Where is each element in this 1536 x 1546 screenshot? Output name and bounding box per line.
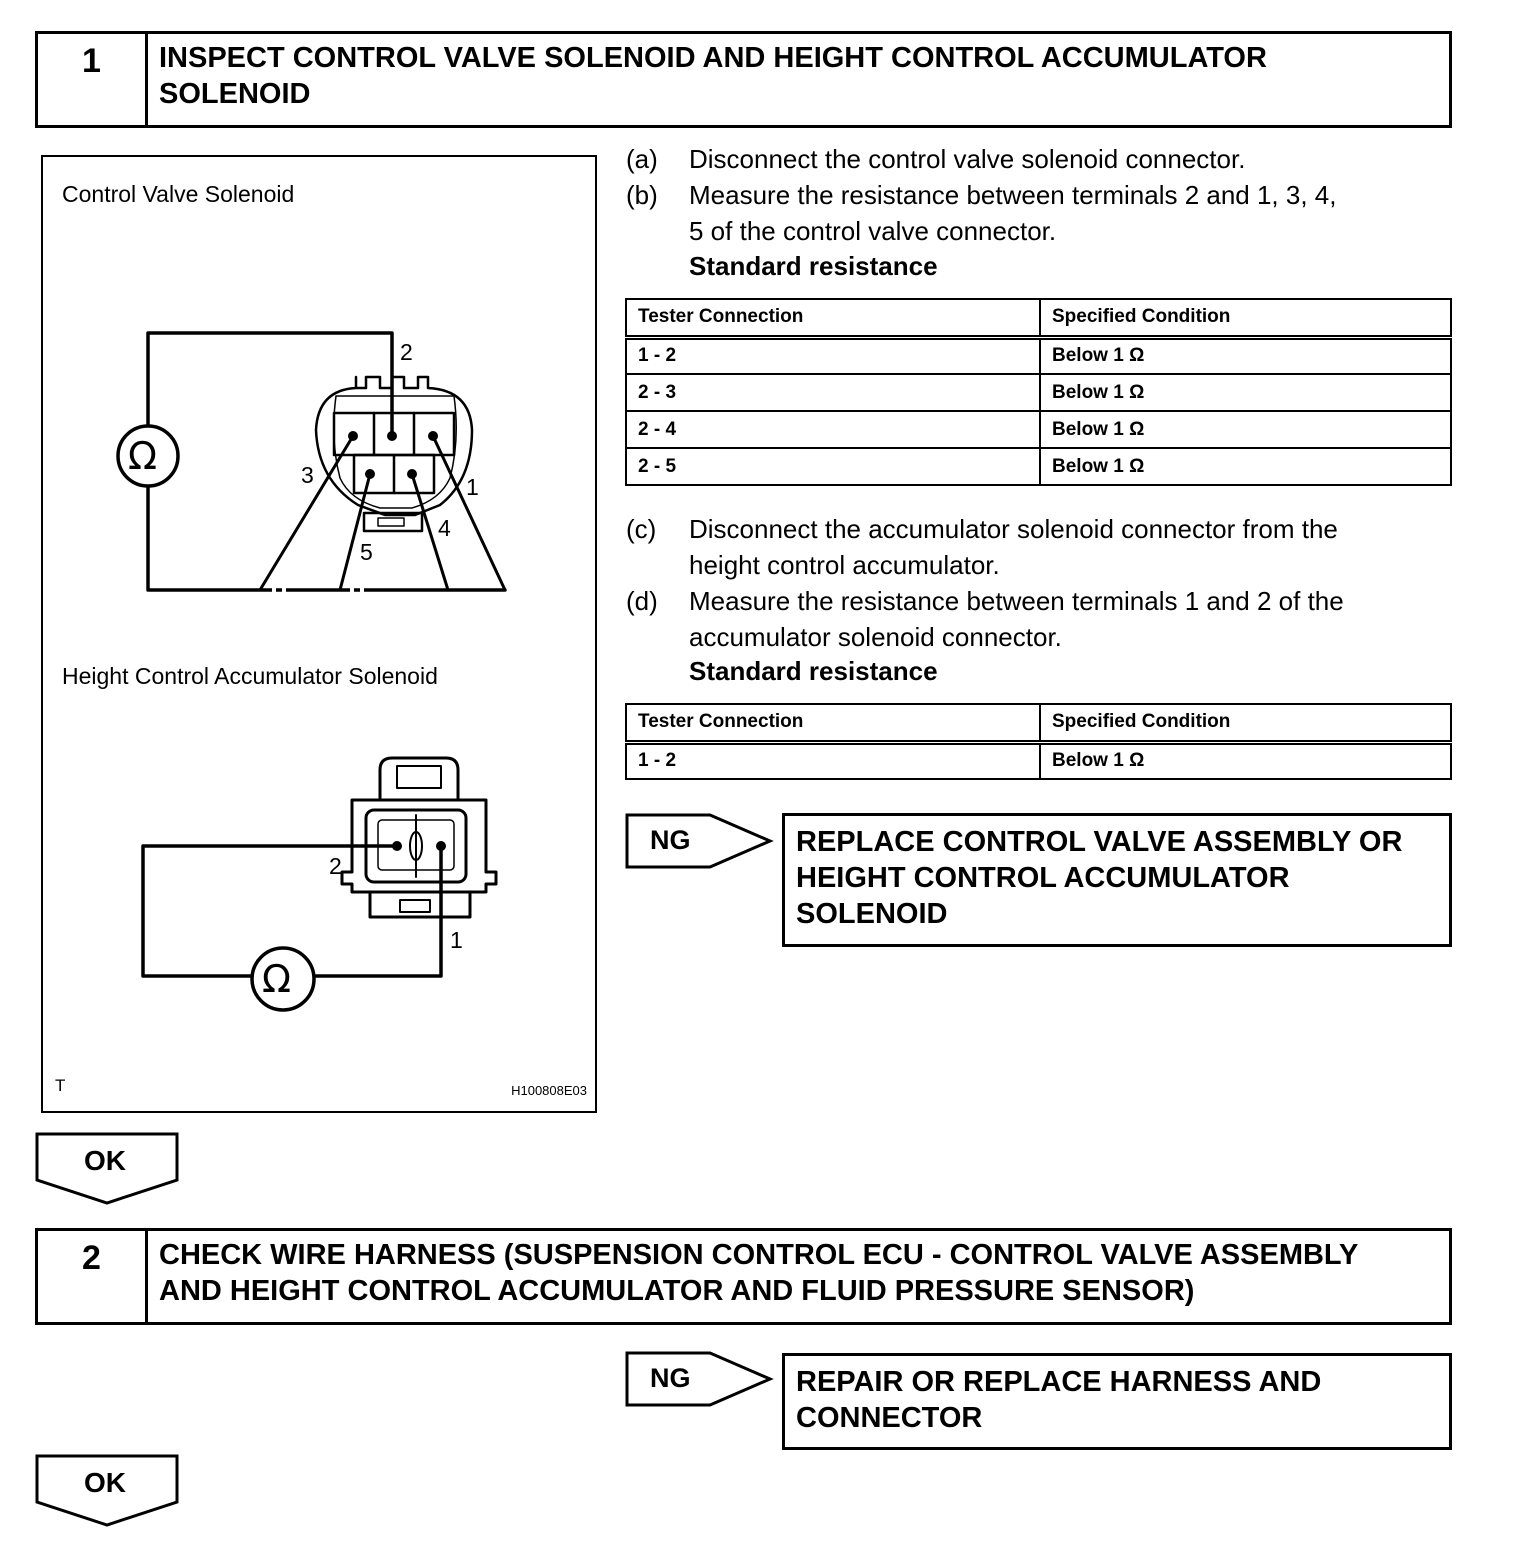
ng-result-1-line2: HEIGHT CONTROL ACCUMULATOR: [796, 862, 1290, 894]
standard-resistance-1: Standard resistance: [689, 251, 938, 281]
table-header-cell: Specified Condition: [1040, 299, 1451, 337]
ng-label-2: NG: [650, 1363, 691, 1393]
standard-resistance-2: Standard resistance: [689, 656, 938, 686]
table-header-cell: Specified Condition: [1040, 704, 1451, 742]
step-2-number: 2: [38, 1231, 148, 1322]
table-cell: 2 - 4: [626, 411, 1040, 448]
table-cell: 2 - 3: [626, 374, 1040, 411]
step-1-number: 1: [38, 34, 148, 125]
instruction-c-line1: Disconnect the accumulator solenoid connector from the: [689, 514, 1338, 544]
instruction-b-line1: Measure the resistance between terminals 2 and 1, 3, 4,: [689, 180, 1337, 210]
step-1-title-line2: SOLENOID: [159, 78, 311, 110]
cv-terminal-2: 2: [400, 339, 413, 365]
ok-label-2: OK: [84, 1467, 126, 1498]
instruction-d-letter: (d): [626, 586, 658, 616]
cv-terminal-4: 4: [438, 515, 451, 541]
table-cell: Below 1 Ω: [1040, 374, 1451, 411]
instruction-b-line2: 5 of the control valve connector.: [689, 216, 1057, 246]
cv-terminal-3: 3: [301, 462, 314, 488]
ng-label-1: NG: [650, 825, 691, 855]
step-1-title-line1: INSPECT CONTROL VALVE SOLENOID AND HEIGHT CONTROL ACCUMULATOR: [159, 42, 1267, 74]
acc-terminal-2: 2: [329, 853, 342, 879]
instruction-d-line1: Measure the resistance between terminals 1 and 2 of the: [689, 586, 1344, 616]
table-cell: Below 1 Ω: [1040, 337, 1451, 374]
ng-result-1-line1: REPLACE CONTROL VALVE ASSEMBLY OR: [796, 826, 1403, 858]
ng-result-1-line3: SOLENOID: [796, 898, 948, 930]
cv-terminal-5: 5: [360, 539, 373, 565]
cv-terminal-1: 1: [466, 474, 479, 500]
ohm-symbol-1: Ω: [128, 434, 158, 478]
ng-result-2-line1: REPAIR OR REPLACE HARNESS AND: [796, 1366, 1322, 1398]
control-valve-label: Control Valve Solenoid: [62, 181, 295, 207]
corner-mark: T: [55, 1076, 66, 1095]
ng-result-2-line2: CONNECTOR: [796, 1402, 983, 1434]
instruction-c-letter: (c): [626, 514, 657, 544]
table-cell: 1 - 2: [626, 337, 1040, 374]
ok-label-1: OK: [84, 1145, 126, 1176]
figure-code: H100808E03: [511, 1083, 587, 1098]
table-header-cell: Tester Connection: [626, 704, 1040, 742]
table-cell: Below 1 Ω: [1040, 411, 1451, 448]
table-cell: 1 - 2: [626, 742, 1040, 779]
ohm-symbol-2: Ω: [262, 957, 292, 1001]
instruction-c-line2: height control accumulator.: [689, 550, 1000, 580]
step-2-title-line2: AND HEIGHT CONTROL ACCUMULATOR AND FLUID PRESSURE SENSOR): [159, 1275, 1195, 1307]
acc-terminal-1: 1: [450, 927, 463, 953]
table-cell: Below 1 Ω: [1040, 448, 1451, 485]
instruction-a-letter: (a): [626, 144, 658, 174]
table-cell: Below 1 Ω: [1040, 742, 1451, 779]
table-header-cell: Tester Connection: [626, 299, 1040, 337]
accumulator-label: Height Control Accumulator Solenoid: [62, 663, 438, 689]
instruction-d-line2: accumulator solenoid connector.: [689, 622, 1062, 652]
instruction-b-letter: (b): [626, 180, 658, 210]
step-2-title-line1: CHECK WIRE HARNESS (SUSPENSION CONTROL ECU - CONTROL VALVE ASSEMBLY: [159, 1239, 1359, 1271]
instruction-a-text: Disconnect the control valve solenoid connector.: [689, 144, 1246, 174]
table-cell: 2 - 5: [626, 448, 1040, 485]
